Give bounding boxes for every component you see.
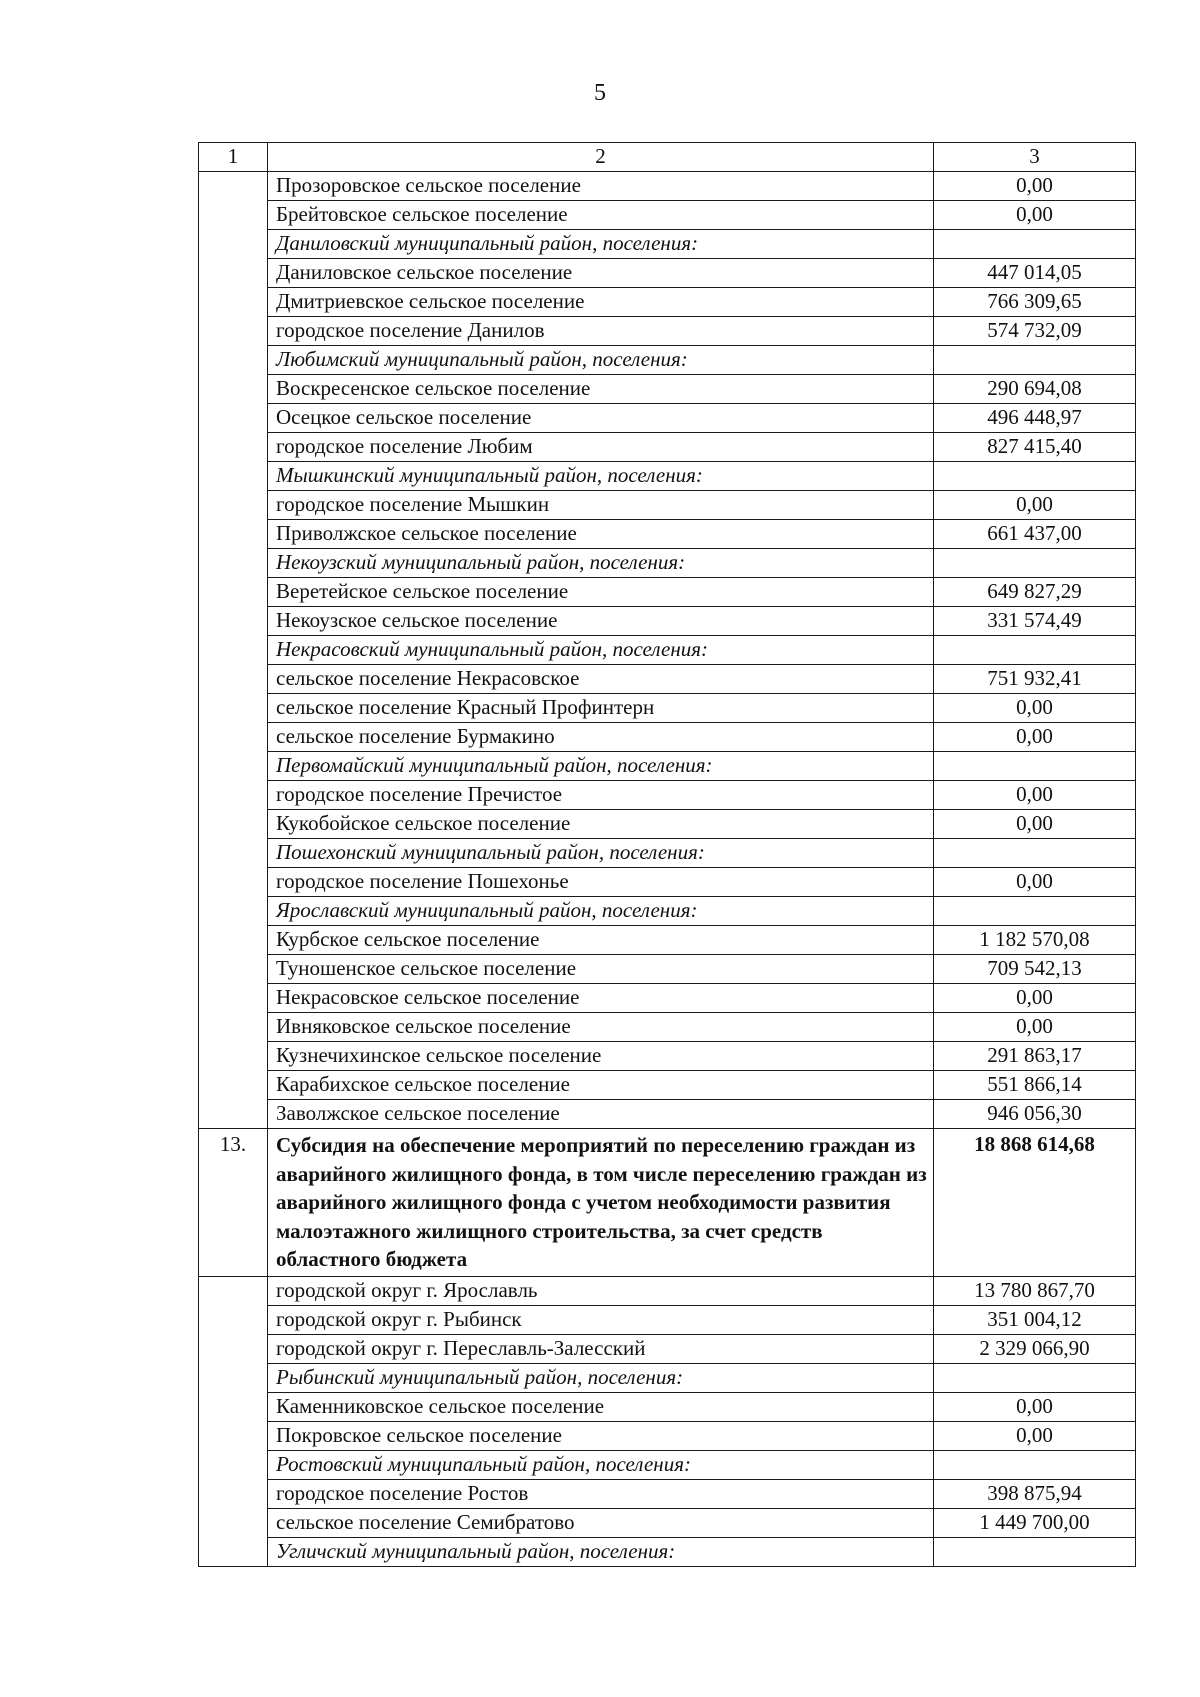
amount-cell: 291 863,17 [934, 1042, 1136, 1071]
index-cell [199, 433, 268, 462]
amount-cell: 1 449 700,00 [934, 1508, 1136, 1537]
table-row [199, 781, 1136, 810]
subsidy-total: 18 868 614,68 [934, 1129, 1136, 1277]
table-row [199, 1421, 1136, 1450]
table-row [199, 1479, 1136, 1508]
table-row [199, 520, 1136, 549]
header-col-3: 3 [934, 143, 1136, 172]
index-cell [199, 926, 268, 955]
settlement-name: Карабихское сельское поселение [268, 1071, 934, 1100]
index-cell [199, 636, 268, 665]
settlement-name: городской округ г. Переславль-Залесский [268, 1334, 934, 1363]
index-cell [199, 1276, 268, 1305]
table-row [199, 404, 1136, 433]
index-cell [199, 288, 268, 317]
amount-cell: 0,00 [934, 723, 1136, 752]
index-cell [199, 1392, 268, 1421]
table-row [199, 926, 1136, 955]
amount-cell: 2 329 066,90 [934, 1334, 1136, 1363]
district-name: Ярославский муниципальный район, поселения: [268, 897, 934, 926]
table-row [199, 1042, 1136, 1071]
settlement-name: Каменниковское сельское поселение [268, 1392, 934, 1421]
item-13-row [199, 1129, 1136, 1277]
settlement-name: Кузнечихинское сельское поселение [268, 1042, 934, 1071]
index-cell [199, 1100, 268, 1129]
settlement-name: Веретейское сельское поселение [268, 578, 934, 607]
table-row [199, 607, 1136, 636]
index-cell [199, 752, 268, 781]
index-cell [199, 172, 268, 201]
amount-cell: 496 448,97 [934, 404, 1136, 433]
table-row [199, 1334, 1136, 1363]
settlement-name: Брейтовское сельское поселение [268, 201, 934, 230]
settlement-name: Некоузское сельское поселение [268, 607, 934, 636]
district-name: Пошехонский муниципальный район, поселения: [268, 839, 934, 868]
settlement-name: Некрасовское сельское поселение [268, 984, 934, 1013]
district-group-row [199, 839, 1136, 868]
settlement-name: городское поселение Пречистое [268, 781, 934, 810]
amount-cell: 751 932,41 [934, 665, 1136, 694]
district-group-row [199, 346, 1136, 375]
amount-cell [934, 549, 1136, 578]
index-cell [199, 1508, 268, 1537]
table-row [199, 723, 1136, 752]
amount-cell: 0,00 [934, 172, 1136, 201]
amount-cell: 290 694,08 [934, 375, 1136, 404]
amount-cell: 574 732,09 [934, 317, 1136, 346]
index-cell [199, 1042, 268, 1071]
index-cell [199, 317, 268, 346]
header-col-2: 2 [268, 143, 934, 172]
amount-cell [934, 636, 1136, 665]
index-cell [199, 549, 268, 578]
district-name: Угличский муниципальный район, поселения: [268, 1537, 934, 1566]
district-group-row [199, 636, 1136, 665]
table-row [199, 1305, 1136, 1334]
amount-cell: 0,00 [934, 201, 1136, 230]
item-index: 13. [199, 1129, 268, 1277]
amount-cell [934, 1450, 1136, 1479]
table-row [199, 665, 1136, 694]
settlement-name: Ивняковское сельское поселение [268, 1013, 934, 1042]
index-cell [199, 723, 268, 752]
amount-cell [934, 230, 1136, 259]
table-row [199, 317, 1136, 346]
table-row [199, 868, 1136, 897]
district-group-row [199, 549, 1136, 578]
index-cell [199, 984, 268, 1013]
amount-cell: 0,00 [934, 984, 1136, 1013]
index-cell [199, 955, 268, 984]
table-row [199, 694, 1136, 723]
index-cell [199, 491, 268, 520]
index-cell [199, 1334, 268, 1363]
amount-cell [934, 897, 1136, 926]
settlement-name: Заволжское сельское поселение [268, 1100, 934, 1129]
index-cell [199, 404, 268, 433]
table-row [199, 1508, 1136, 1537]
table-row [199, 433, 1136, 462]
index-cell [199, 897, 268, 926]
district-group-row [199, 752, 1136, 781]
amount-cell [934, 752, 1136, 781]
table-row [199, 201, 1136, 230]
settlement-name: городское поселение Любим [268, 433, 934, 462]
district-group-row [199, 1450, 1136, 1479]
amount-cell: 0,00 [934, 1392, 1136, 1421]
district-name: Ростовский муниципальный район, поселения: [268, 1450, 934, 1479]
district-group-row [199, 462, 1136, 491]
district-group-row [199, 1537, 1136, 1566]
district-group-row [199, 897, 1136, 926]
district-name: Некоузский муниципальный район, поселения: [268, 549, 934, 578]
settlement-name: городское поселение Ростов [268, 1479, 934, 1508]
amount-cell: 0,00 [934, 781, 1136, 810]
amount-cell: 0,00 [934, 491, 1136, 520]
table-row [199, 288, 1136, 317]
index-cell [199, 694, 268, 723]
index-cell [199, 346, 268, 375]
amount-cell [934, 1537, 1136, 1566]
settlement-name: Покровское сельское поселение [268, 1421, 934, 1450]
budget-table [198, 142, 1136, 1567]
settlement-name: городское поселение Данилов [268, 317, 934, 346]
amount-cell: 709 542,13 [934, 955, 1136, 984]
district-name: Даниловский муниципальный район, поселения: [268, 230, 934, 259]
settlement-name: сельское поселение Семибратово [268, 1508, 934, 1537]
amount-cell: 661 437,00 [934, 520, 1136, 549]
index-cell [199, 201, 268, 230]
index-cell [199, 1537, 268, 1566]
index-cell [199, 375, 268, 404]
settlement-name: Осецкое сельское поселение [268, 404, 934, 433]
settlement-name: Кукобойское сельское поселение [268, 810, 934, 839]
settlement-name: городской округ г. Рыбинск [268, 1305, 934, 1334]
amount-cell: 946 056,30 [934, 1100, 1136, 1129]
table-row [199, 1013, 1136, 1042]
index-cell [199, 1421, 268, 1450]
settlement-name: сельское поселение Бурмакино [268, 723, 934, 752]
index-cell [199, 781, 268, 810]
amount-cell: 0,00 [934, 1013, 1136, 1042]
amount-cell [934, 462, 1136, 491]
amount-cell: 0,00 [934, 1421, 1136, 1450]
amount-cell [934, 1363, 1136, 1392]
settlement-name: Приволжское сельское поселение [268, 520, 934, 549]
subsidy-title: Субсидия на обеспечение мероприятий по переселению граждан из аварийного жилищного фонда, в том числе переселению граждан из аварийного жилищного фонда с учетом необходимости развития малоэтажного жилищного строительства, за счет средств областного бюджета [268, 1129, 934, 1277]
settlement-name: сельское поселение Некрасовское [268, 665, 934, 694]
table-row [199, 375, 1136, 404]
table-row [199, 1100, 1136, 1129]
amount-cell: 13 780 867,70 [934, 1276, 1136, 1305]
table-header-row [199, 143, 1136, 172]
amount-cell: 0,00 [934, 810, 1136, 839]
index-cell [199, 578, 268, 607]
district-name: Рыбинский муниципальный район, поселения: [268, 1363, 934, 1392]
settlement-name: городское поселение Мышкин [268, 491, 934, 520]
table-row [199, 1071, 1136, 1100]
district-name: Любимский муниципальный район, поселения: [268, 346, 934, 375]
district-name: Мышкинский муниципальный район, поселения: [268, 462, 934, 491]
settlement-name: сельское поселение Красный Профинтерн [268, 694, 934, 723]
table-row [199, 578, 1136, 607]
amount-cell: 0,00 [934, 868, 1136, 897]
header-col-1: 1 [199, 143, 268, 172]
settlement-name: Дмитриевское сельское поселение [268, 288, 934, 317]
index-cell [199, 230, 268, 259]
index-cell [199, 868, 268, 897]
amount-cell: 827 415,40 [934, 433, 1136, 462]
index-cell [199, 259, 268, 288]
amount-cell: 649 827,29 [934, 578, 1136, 607]
index-cell [199, 607, 268, 636]
index-cell [199, 1363, 268, 1392]
table-row [199, 984, 1136, 1013]
page-number: 5 [594, 80, 606, 106]
amount-cell: 331 574,49 [934, 607, 1136, 636]
table-row [199, 955, 1136, 984]
amount-cell: 0,00 [934, 694, 1136, 723]
amount-cell [934, 346, 1136, 375]
index-cell [199, 1013, 268, 1042]
index-cell [199, 839, 268, 868]
index-cell [199, 1305, 268, 1334]
district-group-row [199, 1363, 1136, 1392]
index-cell [199, 1071, 268, 1100]
amount-cell: 398 875,94 [934, 1479, 1136, 1508]
district-name: Некрасовский муниципальный район, поселения: [268, 636, 934, 665]
index-cell [199, 462, 268, 491]
settlement-name: Даниловское сельское поселение [268, 259, 934, 288]
table-row [199, 810, 1136, 839]
index-cell [199, 1479, 268, 1508]
settlement-name: Туношенское сельское поселение [268, 955, 934, 984]
amount-cell [934, 839, 1136, 868]
settlement-name: городское поселение Пошехонье [268, 868, 934, 897]
amount-cell: 447 014,05 [934, 259, 1136, 288]
table-row [199, 1392, 1136, 1421]
amount-cell: 1 182 570,08 [934, 926, 1136, 955]
settlement-name: Воскресенское сельское поселение [268, 375, 934, 404]
district-name: Первомайский муниципальный район, поселения: [268, 752, 934, 781]
amount-cell: 766 309,65 [934, 288, 1136, 317]
amount-cell: 551 866,14 [934, 1071, 1136, 1100]
table-row [199, 259, 1136, 288]
index-cell [199, 1450, 268, 1479]
index-cell [199, 665, 268, 694]
index-cell [199, 520, 268, 549]
index-cell [199, 810, 268, 839]
settlement-name: Курбское сельское поселение [268, 926, 934, 955]
district-group-row [199, 230, 1136, 259]
settlement-name: Прозоровское сельское поселение [268, 172, 934, 201]
table-row [199, 491, 1136, 520]
table-row [199, 1276, 1136, 1305]
settlement-name: городской округ г. Ярославль [268, 1276, 934, 1305]
table-row [199, 172, 1136, 201]
amount-cell: 351 004,12 [934, 1305, 1136, 1334]
